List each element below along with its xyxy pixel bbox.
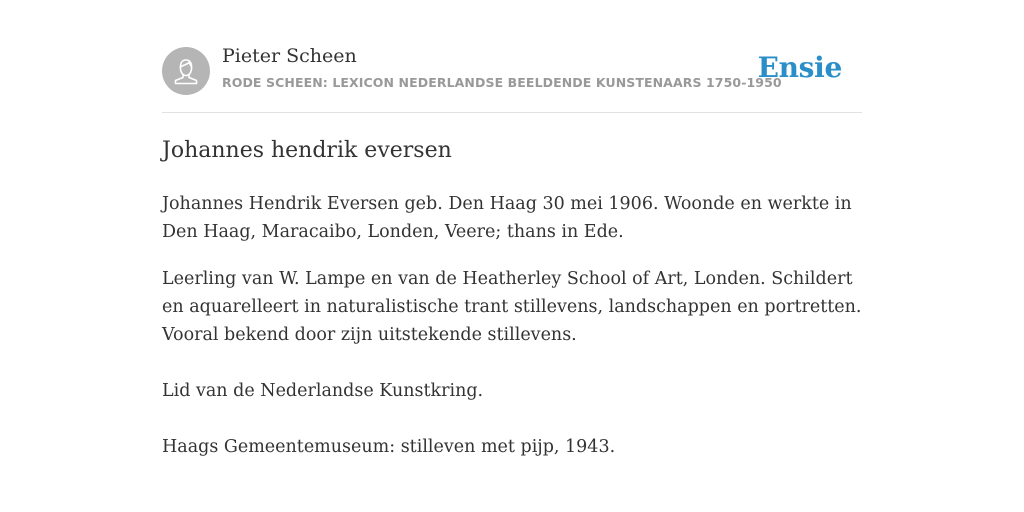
paragraph-bio: Johannes Hendrik Eversen geb. Den Haag 30 mei 1906. Woonde en werkte in Den Haag, Maracaibo, Londen, Veere; thans in Ede. <box>162 194 852 242</box>
page-container <box>162 0 862 457</box>
author-name[interactable]: Pieter Scheen <box>222 45 357 67</box>
article-header <box>162 0 862 113</box>
article-body <box>162 190 862 480</box>
source-title[interactable]: RODE SCHEEN: LEXICON NEDERLANDSE BEELDENDE KUNSTENAARS 1750-1950 <box>222 75 782 90</box>
paragraph-collection: Haags Gemeentemuseum: stilleven met pijp, 1943. <box>162 437 616 457</box>
ensie-logo[interactable]: Ensie <box>757 51 842 84</box>
paragraph-spacer <box>162 424 862 433</box>
author-avatar[interactable] <box>162 47 210 95</box>
article-title: Johannes hendrik eversen <box>162 138 452 163</box>
paragraph-training: Leerling van W. Lampe en van de Heatherley School of Art, Londen. Schildert en aquarelleert in naturalistische trant stillevens, landschappen en portretten. Vooral bekend door zijn uitstekende stillevens. <box>162 269 862 345</box>
paragraph-membership: Lid van de Nederlandse Kunstkring. <box>162 381 484 401</box>
user-icon <box>162 47 210 95</box>
paragraph-spacer <box>162 368 862 377</box>
